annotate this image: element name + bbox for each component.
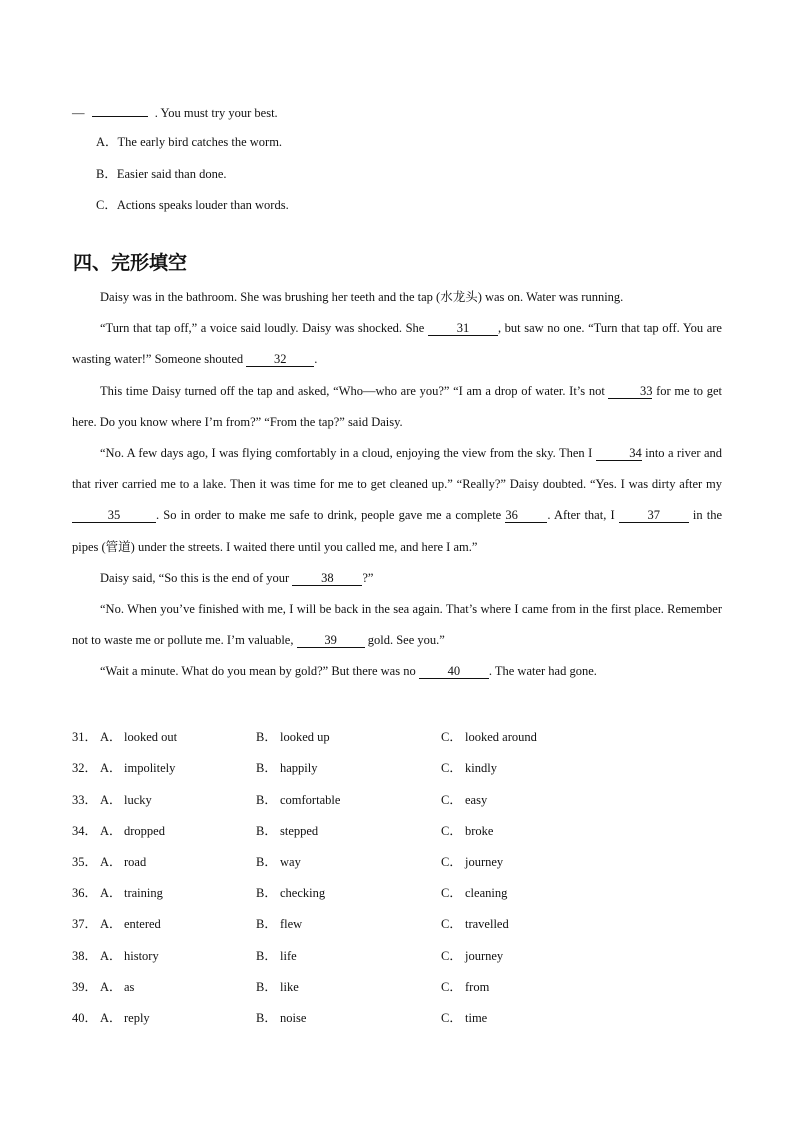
option-a: A． entered xyxy=(100,917,161,931)
option-label: B． xyxy=(96,167,117,181)
option-b: B． life xyxy=(256,949,297,963)
option-b: B． happily xyxy=(256,761,318,775)
question-number: 34． xyxy=(72,824,98,838)
question-number: 40． xyxy=(72,1011,98,1025)
blank-39: 39 xyxy=(297,634,365,648)
option-b: B． checking xyxy=(256,886,326,900)
blank-33: 33 xyxy=(608,385,652,399)
option-label: C． xyxy=(96,198,117,212)
option-a: A． lucky xyxy=(100,793,152,807)
question-number: 36． xyxy=(72,886,98,900)
option-a: A． training xyxy=(100,886,163,900)
blank-35: 35 xyxy=(72,509,156,523)
option-c: C． looked around xyxy=(441,730,537,744)
passage-paragraph-2: “Turn that tap off,” a voice said loudly. Daisy was shocked. She 31 , but saw no one. “Turn that tap off. You are wasting water!” Someone shouted 32 . xyxy=(72,321,722,367)
option-b: B． like xyxy=(256,980,299,994)
option-text: The early bird catches the worm. xyxy=(117,135,283,149)
option-b: B． way xyxy=(256,855,301,869)
passage xyxy=(72,282,722,688)
passage-paragraph-3: This time Daisy turned off the tap and asked, “Who—who are you?” “I am a drop of water. It’s not 33 for me to get here. Do you know where I’m from?” “From the tap?” said Daisy. xyxy=(72,383,722,429)
answer-blank xyxy=(92,103,148,117)
question-number: 33． xyxy=(72,793,98,807)
option-text: Easier said than done. xyxy=(116,167,227,181)
blank-32: 32 xyxy=(246,353,314,367)
passage-paragraph-7: “Wait a minute. What do you mean by gold?” But there was no 40 . The water had gone. xyxy=(100,664,597,679)
blank-37: 37 xyxy=(619,509,689,523)
question-number: 31． xyxy=(72,730,98,744)
option-b: B． stepped xyxy=(256,824,319,838)
blank-40: 40 xyxy=(419,665,489,679)
blank-38: 38 xyxy=(292,572,362,586)
option-c: C． broke xyxy=(441,824,494,838)
blank-36: 36 xyxy=(505,509,547,523)
question-number: 38． xyxy=(72,949,98,963)
option-b: B． looked up xyxy=(256,730,330,744)
option-a: A． looked out xyxy=(100,730,178,744)
option-a: A． reply xyxy=(100,1011,150,1025)
passage-paragraph-5: Daisy said, “So this is the end of your 38 ?” xyxy=(100,570,374,585)
option-label: A． xyxy=(96,135,118,149)
prev-option-a xyxy=(96,134,282,150)
question-number: 35． xyxy=(72,855,98,869)
option-b: B． flew xyxy=(256,917,303,931)
option-b: B． noise xyxy=(256,1011,307,1025)
option-c: C． cleaning xyxy=(441,886,508,900)
option-a: A． history xyxy=(100,949,159,963)
passage-paragraph-1: Daisy was in the bathroom. She was brushing her teeth and the tap (水龙头) was on. Water was running. xyxy=(100,290,624,304)
option-c: C． time xyxy=(441,1011,488,1025)
option-a: A． as xyxy=(100,980,135,994)
option-a: A． dropped xyxy=(100,824,165,838)
passage-paragraph-6: “No. When you’ve finished with me, I will be back in the sea again. That’s where I came from in the first place. Remember not to waste me or pollute me. I’m valuable, 39 gold. See you.” xyxy=(72,602,722,648)
question-number: 39． xyxy=(72,980,98,994)
option-c: C． from xyxy=(441,980,490,994)
option-c: C． kindly xyxy=(441,761,497,775)
question-number: 37． xyxy=(72,917,98,931)
stem-text: . You must try your best. xyxy=(154,106,278,120)
option-c: C． journey xyxy=(441,855,504,869)
question-number: 32． xyxy=(72,761,98,775)
prev-option-c xyxy=(96,197,289,213)
passage-paragraph-4: “No. A few days ago, I was flying comfortably in a cloud, enjoying the view from the sky. Then I 34 into a river and that river carried me to a lake. Then it was time for me to get cleaned up.” “Really?” Daisy doubted. “Yes. I was dirty after my 35 . So in order to make me safe to drink, people gave me a complete 36 . After that, I 37 in the pipes (管道) under the streets. I waited there until you called me, and here I am.” xyxy=(72,446,723,554)
prev-question-stem xyxy=(72,103,278,121)
blank-34: 34 xyxy=(596,447,642,461)
option-c: C． easy xyxy=(441,793,488,807)
option-a: A． impolitely xyxy=(100,761,176,775)
stem-dash: — xyxy=(72,106,85,120)
option-c: C． travelled xyxy=(441,917,509,931)
option-a: A． road xyxy=(100,855,147,869)
option-text: Actions speaks louder than words. xyxy=(116,198,289,212)
prev-option-b xyxy=(96,166,227,182)
blank-31: 31 xyxy=(428,322,498,336)
option-c: C． journey xyxy=(441,949,504,963)
option-b: B． comfortable xyxy=(256,793,341,807)
section-title: 四、完形填空 xyxy=(73,252,188,274)
